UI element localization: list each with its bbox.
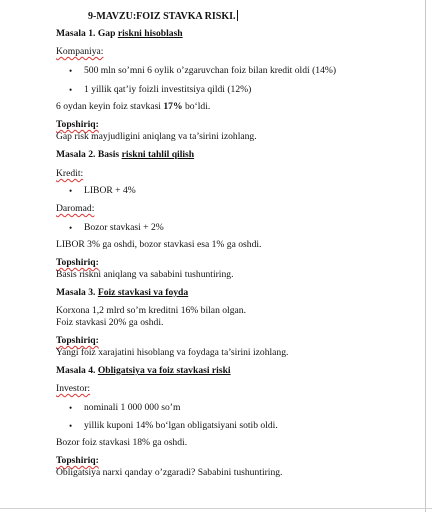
masala2-topshiriq-label: Topshiriq: xyxy=(56,257,99,268)
masala1-item1: 500 mln so’mni 6 oylik o’zgaruvchan foiz bilan kredit oldi (14%) xyxy=(84,65,337,76)
bullet-icon: • xyxy=(69,186,73,196)
bullet-icon: • xyxy=(69,223,73,233)
masala4-investor-label: Investor: xyxy=(56,383,91,394)
masala1-heading: Masala 1. Gap riskni hisoblash xyxy=(56,28,183,39)
page-edge-right xyxy=(425,0,426,512)
masala2-daromad-label: Daromad: xyxy=(56,203,95,214)
masala3-line2: Foiz stavkasi 20% ga oshdi. xyxy=(56,317,164,328)
bullet-icon: • xyxy=(69,85,73,95)
masala3-heading: Masala 3. Foiz stavkasi va foyda xyxy=(56,287,189,298)
text-cursor xyxy=(237,10,238,21)
masala4-task: Obligatsiya narxi qanday o’zgaradi? Sababini tushuntiring. xyxy=(56,467,283,478)
page-edge-bottom xyxy=(0,508,432,509)
bullet-icon: • xyxy=(69,421,73,431)
masala1-item2: 1 yillik qat’iy foizli investitsiya qildi (12%) xyxy=(84,84,252,95)
masala4-item2: yillik kuponi 14% bo‘lgan obligatsiyani sotib oldi. xyxy=(84,420,278,431)
masala2-note: LIBOR 3% ga oshdi, bozor stavkasi esa 1% ga oshdi. xyxy=(56,239,262,250)
masala2-kredit-label: Kredit: xyxy=(56,168,84,179)
masala2-item2: Bozor stavkasi + 2% xyxy=(84,222,164,233)
masala3-line1: Korxona 1,2 mlrd so’m kreditni 16% bilan olgan. xyxy=(56,305,246,316)
bullet-icon: • xyxy=(69,403,73,413)
masala1-note: 6 oydan keyin foiz stavkasi 17% bo‘ldi. xyxy=(56,101,211,112)
masala1-task: Gap risk mayjudligini aniqlang va ta’sirini izohlang. xyxy=(56,131,257,142)
masala4-heading: Masala 4. Obligatsiya va foiz stavkasi riski xyxy=(56,365,231,376)
masala3-topshiriq-label: Topshiriq: xyxy=(56,335,99,346)
document-title[interactable]: 9-MAVZU:FOIZ STAVKA RISKI. xyxy=(88,11,236,22)
masala4-note: Bozor foiz stavkasi 18% ga oshdi. xyxy=(56,437,188,448)
masala4-topshiriq-label: Topshiriq: xyxy=(56,455,99,466)
masala2-item1: LIBOR + 4% xyxy=(84,185,136,196)
masala2-heading: Masala 2. Basis riskni tahlil qilish xyxy=(56,149,195,160)
masala3-task: Yangi foiz xarajatini hisoblang va foydaga ta’sirini izohlang. xyxy=(56,347,289,358)
masala1-kompaniya-label: Kompaniya: xyxy=(56,46,104,57)
masala4-item1: nominali 1 000 000 so’m xyxy=(84,402,181,413)
masala1-topshiriq-label: Topshiriq: xyxy=(56,119,99,130)
bullet-icon: • xyxy=(69,66,73,76)
masala2-task: Basis riskni aniqlang va sababini tushuntiring. xyxy=(56,269,234,280)
